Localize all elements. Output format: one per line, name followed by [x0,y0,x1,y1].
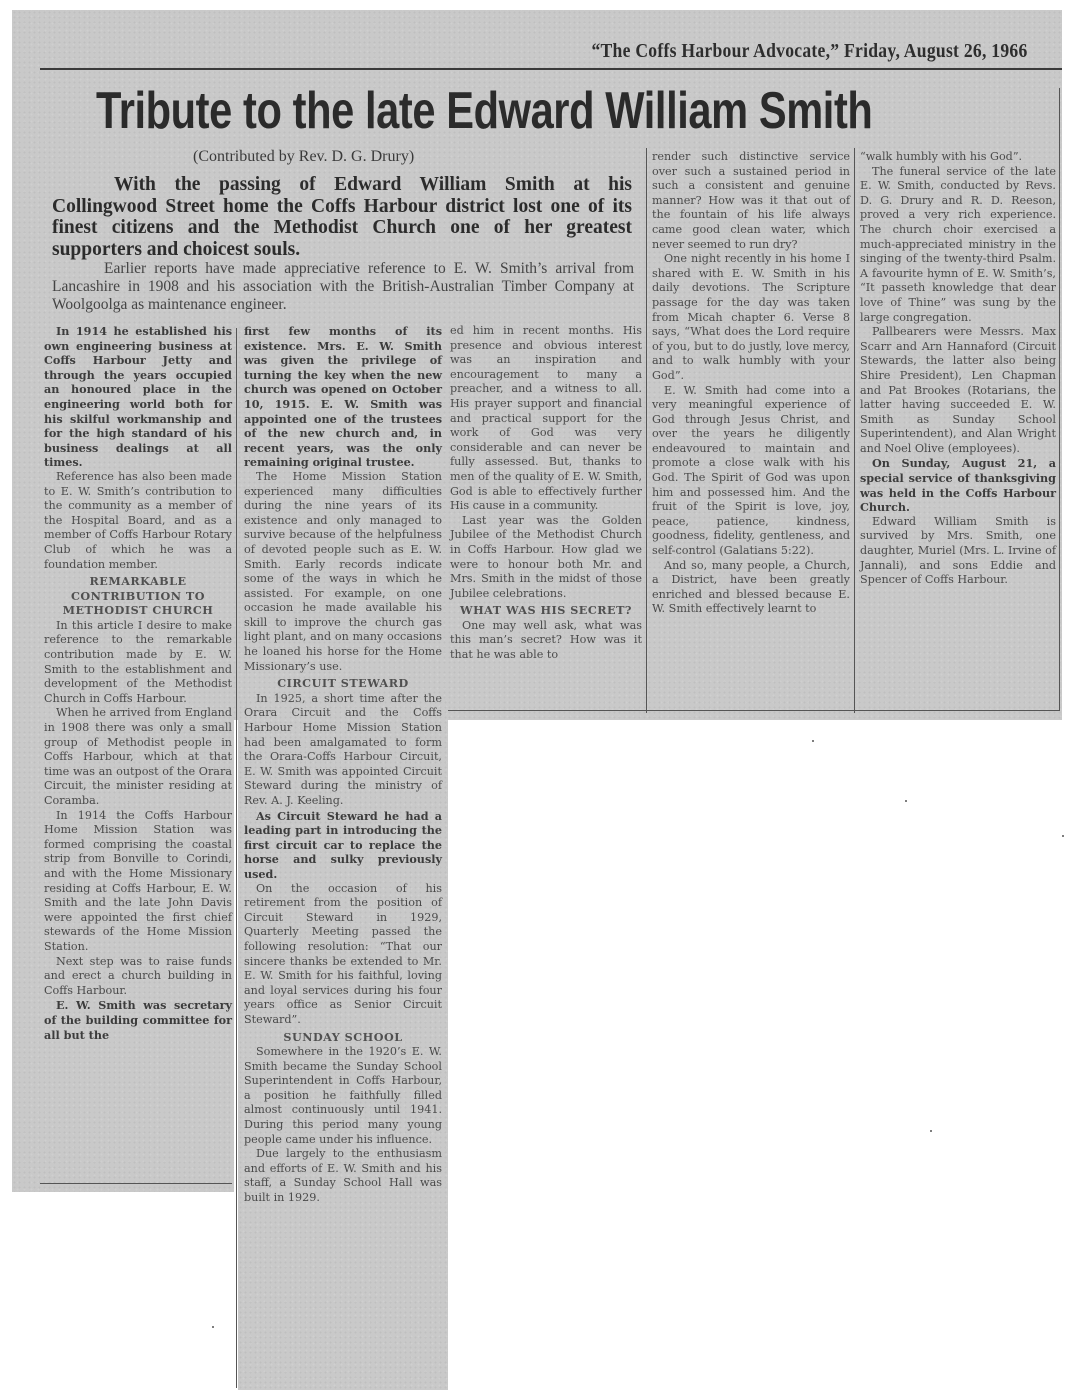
scan-speck [930,1130,932,1132]
paragraph: On the occasion of his retirement from the position of Circuit Steward in 1929, Quarterly Meeting passed the following resolution: “That our sincere thanks be extended to Mr. E. W. Smith for his faithful, loving and loyal services during his four years office as Senior Circuit Steward”. [244,881,442,1026]
byline: (Contributed by Rev. D. G. Drury) [193,148,415,165]
column-rule [854,148,855,713]
masthead-rule [40,68,1062,70]
subheading: SUNDAY SCHOOL [283,1029,403,1044]
paragraph: When he arrived from England in 1908 there was only a small group of Methodist people in Coffs Harbour, which at that time was an outpost of the Orara Circuit, the minister residing at Coramba. [44,706,232,807]
paragraph: One may well ask, what was this man’s secret? How was it that he was able to [450,618,642,662]
article-column-5 [860,150,1056,588]
paragraph: Pallbearers were Messrs. Max Scarr and Arn Hannaford (Circuit Stewards, the latter also being Shire President), Len Chapman and Pat Brookes (Rotarians, the latter having succeeded E. W. Smith as Sunday School Superintendent), and Alan Wright and Noel Olive (employees). [860,325,1056,455]
article-column-3 [450,324,642,663]
paragraph: Due largely to the enthusiasm and efforts of E. W. Smith and his staff, a Sunday School Hall was built in 1929. [244,1147,442,1205]
paragraph: In 1914 he established his own engineering business at Coffs Harbour Jetty and through the years occupied an honoured place in the engineering world both for his skilful workmanship and for the high standard of his business dealings at all times. [44,324,232,470]
scan-speck [905,800,907,802]
paragraph: E. W. Smith was secretary of the building committee for all but the [44,998,232,1042]
paragraph: In 1914 the Coffs Harbour Home Mission Station was formed comprising the coastal strip from Bonville to Corindi, and with the Home Missionary residing at Coffs Harbour, E. W. Smith and the late John Davis were appointed the first chief stewards of the Home Mission Station. [44,808,232,953]
intro-paragraph: Earlier reports have made appreciative reference to E. W. Smith’s arrival from Lancashire in 1908 and his association with the British-Australian Timber Company at Woolgoolga as maintenance engineer. [52,260,634,313]
paragraph: Somewhere in the 1920’s E. W. Smith became the Sunday School Superintendent in Coffs Harbour, a position he faithfully filled almost continuously until 1941. During this period many young people came under his influence. [244,1045,442,1146]
subheading: REMARKABLE CONTRIBUTION TO METHODIST CHURCH [62,574,214,618]
scan-speck [812,740,814,742]
paragraph: The funeral service of the late E. W. Smith, conducted by Revs. D. G. Drury and R. D. Reeson, proved a very rich experience. The church choir exercised a much-appreciated ministry in the singing of the twenty-third Psalm. A favourite hymn of E. W. Smith’s, “It passeth knowledge that dear love of Thine” was sung by the large congregation. [860,164,1056,324]
article-column-1 [44,324,232,1042]
paragraph: render such distinctive service over such a sustained period in such a consistent and genuine manner? How was it that out of the fountain of his life always came good clean water, which never seemed to run dry? [652,150,850,251]
bottom-rule [448,710,1060,711]
paragraph: Edward William Smith is survived by Mrs. Smith, one daughter, Muriel (Mrs. L. Irvine of Jannali), and sons Eddie and Spencer of Coffs Harbour. [860,514,1056,587]
paragraph: The Home Mission Station experienced many difficulties during the nine years of its existence and only managed to survive because of the helpfulness of devoted people such as E. W. Smith. Early records indicate some of the ways in which he assisted. For example, on one occasion he made available his skill to improve the church gas light plant, and on many occasions he loaned his horse for the Home Missionary’s use. [244,469,442,673]
paragraph: On Sunday, August 21, a special service of thanksgiving was held in the Coffs Harbour Church. [860,456,1056,515]
paragraph: And so, many people, a Church, a District, have been greatly enriched and blessed because E. W. Smith effectively learnt to [652,558,850,616]
column-rule [236,328,237,1388]
paragraph: In this article I desire to make reference to the remarkable contribution made by E. W. Smith to the establishment and development of the Methodist Church in Coffs Harbour. [44,618,232,705]
subheading: WHAT WAS HIS SECRET? [460,603,632,618]
paragraph: Last year was the Golden Jubilee of the Methodist Church in Coffs Harbour. How glad we were to honour both Mr. and Mrs. Smith in the midst of those Jubilee celebrations. [450,513,642,600]
paragraph: In 1925, a short time after the Orara Circuit and the Coffs Harbour Home Mission Station had been amalgamated to form the Orara-Coffs Harbour Circuit, E. W. Smith was appointed Circuit Steward during the ministry of Rev. A. J. Keeling. [244,691,442,807]
scan-speck [212,1326,214,1328]
subheading: CIRCUIT STEWARD [277,676,409,691]
paragraph: first few months of its existence. Mrs. E. W. Smith was given the privilege of turning the key when the new church was opened on October 10, 1915. E. W. Smith was appointed one of the trustees of the new church and, in recent years, was the only remaining original trustee. [244,324,442,470]
dateline: “The Coffs Harbour Advocate,” Friday, August 26, 1966 [591,40,1028,62]
article-column-2 [244,324,442,1206]
column-rule [1059,88,1060,710]
paragraph: Reference has also been made to E. W. Smith’s contribution to the community as a member of the Hospital Board, and as a member of Coffs Harbour Rotary Club of which he was a foundation member. [44,469,232,571]
paragraph: As Circuit Steward he had a leading part in introducing the first circuit car to replace the horse and sulky previously used. [244,808,442,881]
scan-speck [1062,835,1064,837]
headline: Tribute to the late Edward William Smith [96,82,873,140]
article-column-4 [652,150,850,617]
paragraph: “walk humbly with his God”. [860,150,1023,163]
column-rule [646,148,647,713]
paragraph: E. W. Smith had come into a very meaningful experience of God through Jesus Christ, and over the years he diligently endeavoured to maintain and promote a close walk with his God. The Spirit of God was upon him and possessed him. And the fruit of the Spirit is love, joy, peace, patience, kindness, goodness, fidelity, gentleness, and self-control (Galatians 5:22). [652,383,850,558]
paragraph: Next step was to raise funds and erect a church building in Coffs Harbour. [44,954,232,997]
bottom-rule [40,1183,232,1184]
lede-paragraph: With the passing of Edward William Smith at his Collingwood Street home the Coffs Harbour district lost one of its finest citizens and the Methodist Church one of her greatest supporters and choicest souls. [52,174,632,260]
paragraph: One night recently in his home I shared with E. W. Smith in his daily devotions. The Scripture passage for the day was taken from Micah chapter 6. Verse 8 says, “What does the Lord require of you, but to do justly, love mercy, and to walk humbly with your God”. [652,252,850,382]
paragraph: ed him in recent months. His presence and obvious interest was an inspiration and encouragement to many a preacher, and a witness to all. His prayer support and financial and practical support for the work of God was very considerable and can never be fully assessed. But, thanks to men of the quality of E. W. Smith, God is able to effectively further His cause in a community. [450,324,642,513]
